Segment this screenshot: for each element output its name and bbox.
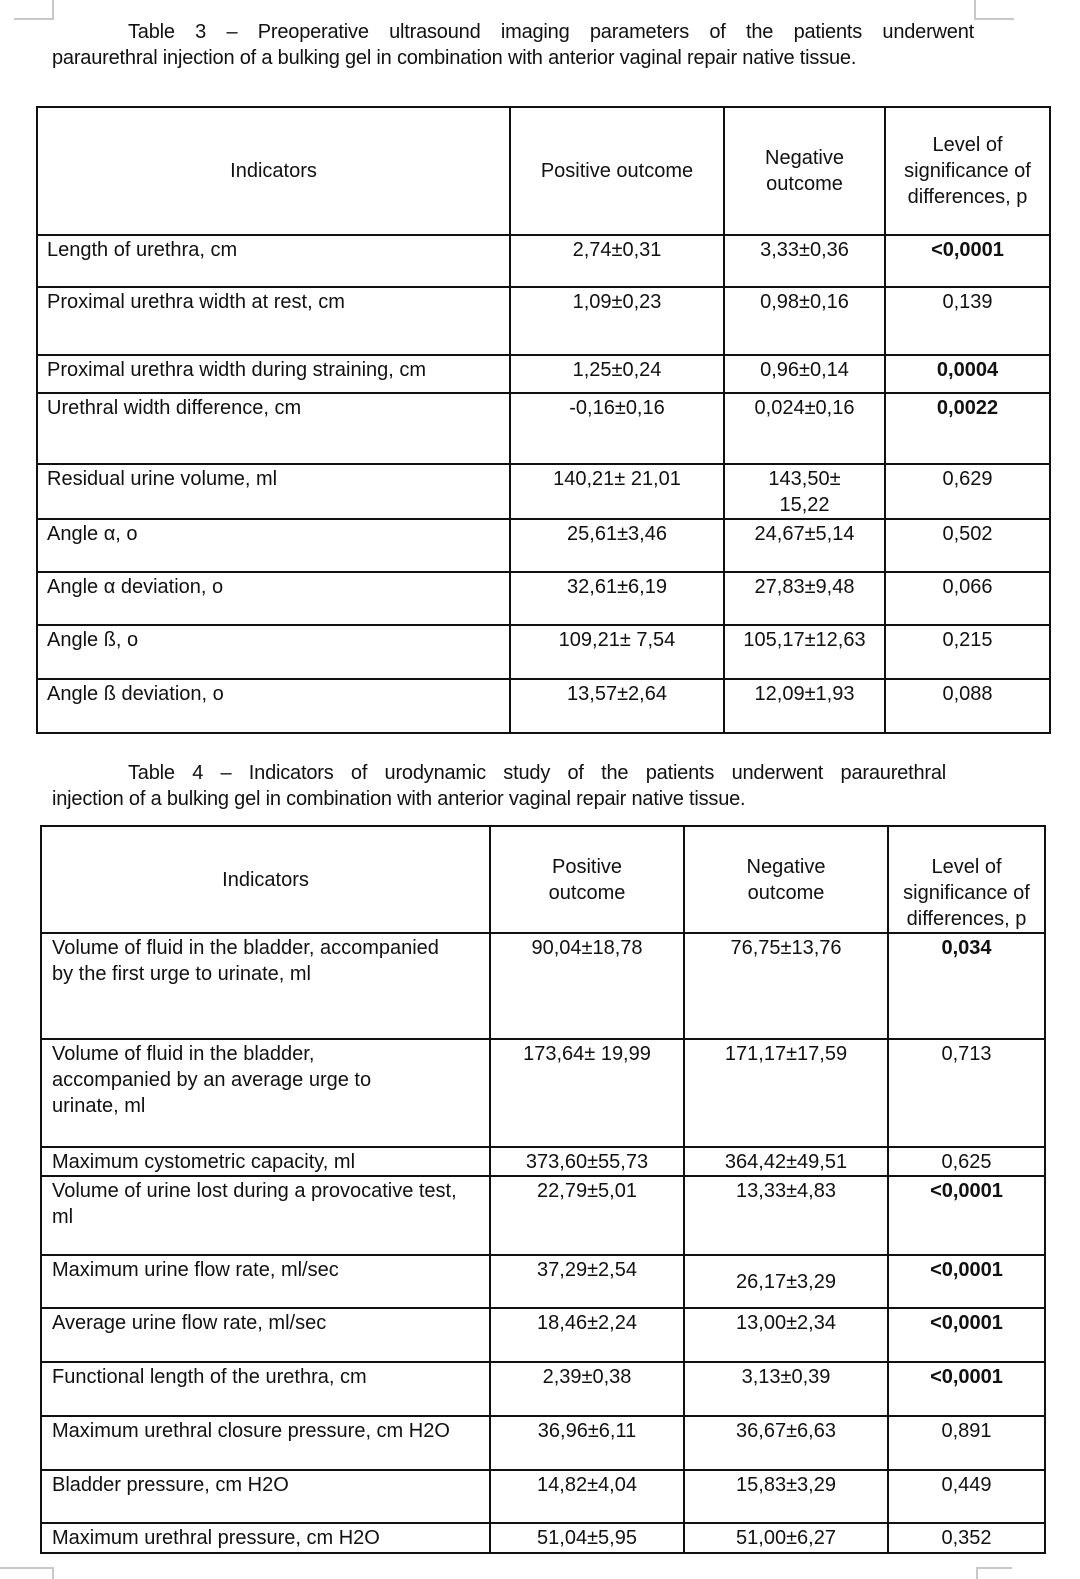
- p-value-cell: 0,066: [885, 572, 1050, 625]
- positive-cell: 22,79±5,01: [490, 1176, 684, 1255]
- indicator-cell: Average urine flow rate, ml/sec: [41, 1308, 490, 1362]
- p-value-cell: <0,0001: [885, 235, 1050, 287]
- negative-cell: 15,83±3,29: [684, 1470, 888, 1523]
- indicator-cell: Residual urine volume, ml: [37, 464, 510, 519]
- table-row: [41, 1308, 1045, 1362]
- table-row: [37, 572, 1050, 625]
- positive-cell: 13,57±2,64: [510, 679, 724, 733]
- table3-header-indicators: Indicators: [37, 107, 510, 235]
- negative-cell: 3,13±0,39: [684, 1362, 888, 1416]
- table-row: [37, 625, 1050, 679]
- table4-header-row: [41, 826, 1045, 933]
- p-value-cell: 0,0004: [885, 355, 1050, 393]
- indicator-cell: Volume of urine lost during a provocative test, ml: [41, 1176, 490, 1255]
- table4-header-p: Level of significance of differences, p: [888, 826, 1045, 933]
- table3: [36, 106, 1051, 734]
- negative-cell: 0,96±0,14: [724, 355, 885, 393]
- negative-cell: 27,83±9,48: [724, 572, 885, 625]
- negative-cell: 143,50± 15,22: [724, 464, 885, 519]
- indicator-cell: Maximum urethral pressure, cm H2O: [41, 1523, 490, 1553]
- positive-cell: 36,96±6,11: [490, 1416, 684, 1470]
- indicator-cell: Proximal urethra width during straining, cm: [37, 355, 510, 393]
- p-value-cell: 0,352: [888, 1523, 1045, 1553]
- indicator-cell: Length of urethra, cm: [37, 235, 510, 287]
- positive-cell: 1,09±0,23: [510, 287, 724, 355]
- indicator-cell: Angle ß deviation, o: [37, 679, 510, 733]
- positive-cell: 2,74±0,31: [510, 235, 724, 287]
- p-value-cell: 0,629: [885, 464, 1050, 519]
- negative-cell: 36,67±6,63: [684, 1416, 888, 1470]
- p-value-cell: 0,625: [888, 1147, 1045, 1176]
- indicator-cell: Volume of fluid in the bladder, accompanied by an average urge to urinate, ml: [41, 1039, 490, 1147]
- table4-header-positive: Positive outcome: [490, 826, 684, 933]
- negative-cell: 26,17±3,29: [684, 1255, 888, 1308]
- table-row: [37, 464, 1050, 519]
- table4-header-indicators: Indicators: [41, 826, 490, 933]
- positive-cell: 18,46±2,24: [490, 1308, 684, 1362]
- p-value-cell: <0,0001: [888, 1362, 1045, 1416]
- indicator-cell: Maximum urethral closure pressure, cm H2O: [41, 1416, 490, 1470]
- table-row: [41, 1416, 1045, 1470]
- positive-cell: 90,04±18,78: [490, 933, 684, 1039]
- table3-caption-line2: paraurethral injection of a bulking gel in combination with anterior vaginal repair native tissue.: [52, 47, 857, 69]
- p-value-cell: 0,713: [888, 1039, 1045, 1147]
- table3-header-p: Level of significance of differences, p: [885, 107, 1050, 235]
- table4-header-negative: Negative outcome: [684, 826, 888, 933]
- p-value-cell: 0,215: [885, 625, 1050, 679]
- positive-cell: 1,25±0,24: [510, 355, 724, 393]
- table-row: [41, 1039, 1045, 1147]
- page-corner-mark-bottom-right: [976, 1567, 1012, 1579]
- positive-cell: 32,61±6,19: [510, 572, 724, 625]
- negative-cell: 24,67±5,14: [724, 519, 885, 572]
- p-value-cell: 0,449: [888, 1470, 1045, 1523]
- negative-cell: 364,42±49,51: [684, 1147, 888, 1176]
- positive-cell: 373,60±55,73: [490, 1147, 684, 1176]
- negative-cell: 51,00±6,27: [684, 1523, 888, 1553]
- positive-cell: 140,21± 21,01: [510, 464, 724, 519]
- p-value-cell: 0,034: [888, 933, 1045, 1039]
- indicator-cell: Angle ß, o: [37, 625, 510, 679]
- negative-cell: 13,33±4,83: [684, 1176, 888, 1255]
- table3-caption-line1: Table 3 – Preoperative ultrasound imaging parameters of the patients underwent: [128, 21, 974, 43]
- negative-cell: 171,17±17,59: [684, 1039, 888, 1147]
- positive-cell: 109,21± 7,54: [510, 625, 724, 679]
- negative-cell: 105,17±12,63: [724, 625, 885, 679]
- indicator-cell: Functional length of the urethra, cm: [41, 1362, 490, 1416]
- positive-cell: 25,61±3,46: [510, 519, 724, 572]
- indicator-cell: Volume of fluid in the bladder, accompanied by the first urge to urinate, ml: [41, 933, 490, 1039]
- negative-cell: 12,09±1,93: [724, 679, 885, 733]
- page-corner-mark-top-right: [974, 0, 1014, 20]
- table-row: [41, 1523, 1045, 1553]
- p-value-cell: 0,088: [885, 679, 1050, 733]
- p-value-cell: 0,139: [885, 287, 1050, 355]
- table-row: [41, 1362, 1045, 1416]
- table3-header-positive: Positive outcome: [510, 107, 724, 235]
- negative-cell: 76,75±13,76: [684, 933, 888, 1039]
- table-row: [37, 679, 1050, 733]
- page-corner-mark-top-left: [14, 0, 54, 20]
- indicator-cell: Urethral width difference, cm: [37, 393, 510, 464]
- table3-header-row: [37, 107, 1050, 235]
- indicator-cell: Bladder pressure, cm H2O: [41, 1470, 490, 1523]
- table-row: [41, 1147, 1045, 1176]
- table4-caption-line2: injection of a bulking gel in combination with anterior vaginal repair native tissue.: [52, 788, 746, 810]
- table4-caption-line1: Table 4 – Indicators of urodynamic study of the patients underwent paraurethral: [128, 762, 946, 784]
- negative-cell: 0,024±0,16: [724, 393, 885, 464]
- table-row: [37, 235, 1050, 287]
- positive-cell: 37,29±2,54: [490, 1255, 684, 1308]
- p-value-cell: 0,0022: [885, 393, 1050, 464]
- table-row: [41, 1176, 1045, 1255]
- positive-cell: 2,39±0,38: [490, 1362, 684, 1416]
- table-row: [37, 355, 1050, 393]
- table-row: [37, 519, 1050, 572]
- table3-header-negative: Negative outcome: [724, 107, 885, 235]
- table-row: [41, 933, 1045, 1039]
- p-value-cell: 0,891: [888, 1416, 1045, 1470]
- indicator-cell: Angle α, o: [37, 519, 510, 572]
- table4: [40, 825, 1046, 1554]
- negative-cell: 3,33±0,36: [724, 235, 885, 287]
- p-value-cell: 0,502: [885, 519, 1050, 572]
- table3-caption: [52, 19, 974, 71]
- table-row: [41, 1255, 1045, 1308]
- negative-cell: 13,00±2,34: [684, 1308, 888, 1362]
- negative-cell: 0,98±0,16: [724, 287, 885, 355]
- p-value-cell: <0,0001: [888, 1176, 1045, 1255]
- positive-cell: -0,16±0,16: [510, 393, 724, 464]
- positive-cell: 173,64± 19,99: [490, 1039, 684, 1147]
- table4-caption: [52, 760, 946, 812]
- positive-cell: 14,82±4,04: [490, 1470, 684, 1523]
- p-value-cell: <0,0001: [888, 1308, 1045, 1362]
- page-corner-mark-bottom-left: [0, 1567, 54, 1579]
- positive-cell: 51,04±5,95: [490, 1523, 684, 1553]
- table-row: [41, 1470, 1045, 1523]
- table-row: [37, 393, 1050, 464]
- table-row: [37, 287, 1050, 355]
- indicator-cell: Maximum cystometric capacity, ml: [41, 1147, 490, 1176]
- indicator-cell: Maximum urine flow rate, ml/sec: [41, 1255, 490, 1308]
- p-value-cell: <0,0001: [888, 1255, 1045, 1308]
- indicator-cell: Proximal urethra width at rest, cm: [37, 287, 510, 355]
- indicator-cell: Angle α deviation, o: [37, 572, 510, 625]
